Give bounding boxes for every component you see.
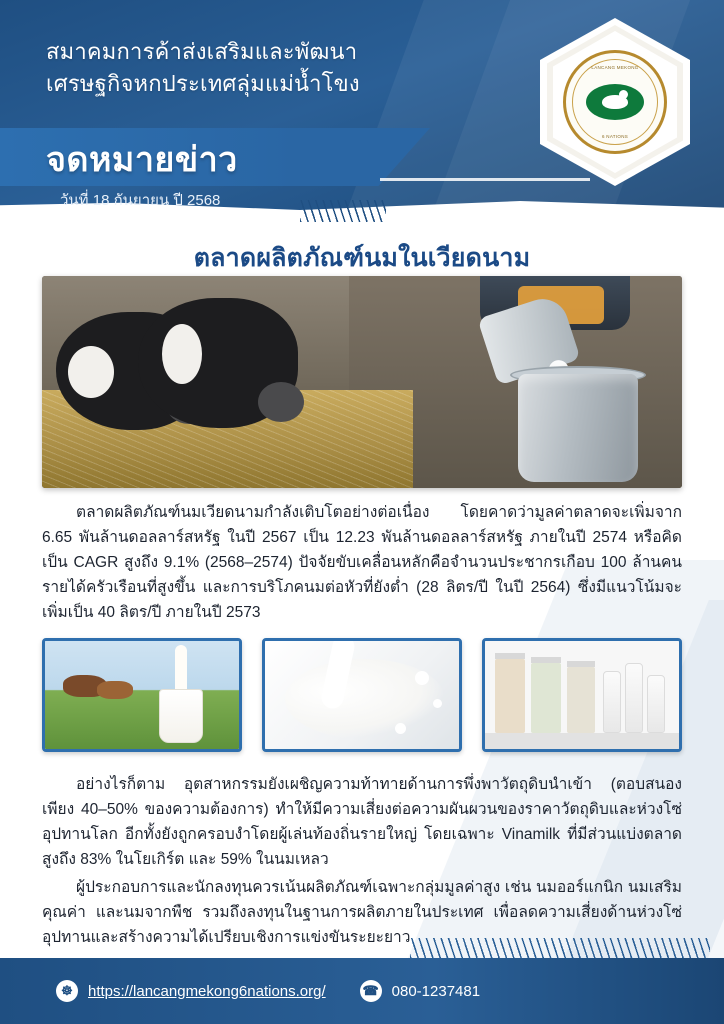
thumb3-carton-almond	[495, 659, 525, 733]
logo-seal-circle	[563, 50, 667, 154]
logo-emblem-oval	[586, 84, 644, 120]
thumb3-carton-oat	[567, 667, 595, 733]
hatch-decoration	[300, 200, 386, 222]
newsletter-title: จดหมายข่าว	[46, 141, 238, 179]
hero-cow-2	[138, 298, 298, 428]
article-paragraph-3-text: ผู้ประกอบการและนักลงทุนควรเน้นผลิตภัณฑ์เฉพาะกลุ่มมูลค่าสูง เช่น นมออร์แกนิก นมเสริมคุณค่า และนมจากพืช รวมถึงลงทุนในฐานการผลิตภายในประเทศ เพื่อลดความเสี่ยงด้านห่วงโซ่อุปทานและสร้างความได้เปรียบเชิงการแข่งขันระยะยาว	[42, 879, 682, 947]
image-gallery	[42, 638, 682, 758]
article-paragraph-1-text: ตลาดผลิตภัณฑ์นมเวียดนามกำลังเติบโตอย่างต่อเนื่อง โดยคาดว่ามูลค่าตลาดจะเพิ่มจาก 6.65 พันล้านดอลลาร์สหรัฐ ในปี 2567 เป็น 12.23 พันล้านดอลลาร์สหรัฐ ภายในปี 2574 หรือคิดเป็น CAGR สูงถึง 9.1% (2568–2574) ปัจจัยขับเคลื่อนหลักคือจำนวนประชากรเกือบ 100 ล้านคน รายได้ครัวเรือนที่สูงขึ้น และการบริโภคนมต่อหัวที่ยังต่ำ (28 ลิตร/ปี ในปี 2564) ซึ่งมีแนวโน้มจะเพิ่มเป็น 40 ลิตร/ปี ภายในปี 2573	[42, 504, 682, 622]
banner-rule	[380, 178, 590, 181]
organization-title	[46, 36, 516, 100]
thumb1-milk-glass	[159, 689, 203, 743]
article-title: ตลาดผลิตภัณฑ์นมในเวียดนาม	[193, 244, 531, 272]
thumbnail-cows-and-milk-glass	[42, 638, 242, 752]
thumb3-bottle-1	[603, 671, 621, 733]
logo-bird-icon	[602, 95, 628, 109]
article-paragraph-2	[42, 772, 682, 872]
website-link[interactable]: https://lancangmekong6nations.org/	[88, 982, 326, 1000]
newsletter-date: วันที่ 18 กันยายน ปี 2568	[60, 192, 221, 209]
organization-title-line2: เศรษฐกิจหกประเทศลุ่มแม่น้ำโขง	[46, 70, 360, 96]
thumb3-bottle-3	[647, 675, 665, 733]
article-paragraph-1	[42, 500, 682, 626]
organization-title-line1: สมาคมการค้าส่งเสริมและพัฒนา	[46, 39, 358, 64]
phone-icon: ☎	[360, 980, 382, 1002]
thumb1-milk-pour	[175, 645, 187, 695]
thumb3-carton-soy	[531, 663, 561, 733]
thumb3-bottle-2	[625, 663, 643, 733]
association-logo	[540, 18, 690, 186]
thumbnail-dairy-products-shelf	[482, 638, 682, 752]
thumb3-carton-cap	[495, 653, 525, 659]
hero-image	[42, 276, 682, 488]
thumb3-shelf	[485, 733, 679, 749]
phone-number: 080-1237481	[391, 982, 481, 1000]
page-footer	[0, 958, 724, 1024]
thumb2-droplet-2	[433, 699, 442, 708]
globe-icon: ☸	[56, 980, 78, 1002]
thumb1-cow-2	[97, 681, 133, 699]
thumb2-droplet-1	[415, 671, 429, 685]
thumb2-droplet-3	[395, 723, 406, 734]
article-paragraph-2-text: อย่างไรก็ตาม อุตสาหกรรมยังเผชิญความท้าทายด้านการพึ่งพาวัตถุดิบนำเข้า (ตอบสนองเพียง 40–50% ของความต้องการ) ทำให้มีความเสี่ยงต่อความผันผวนของราคาวัตถุดิบและห่วงโซ่อุปทานโลก อีกทั้งยังถูกครอบงำโดยผู้เล่นท้องถิ่นรายใหญ่ โดยเฉพาะ Vinamilk ที่มีส่วนแบ่งตลาดสูงถึง 83% ในโยเกิร์ต และ 59% ในนมเหลว	[42, 776, 682, 869]
thumb3-carton-cap	[531, 657, 561, 663]
footer-phone	[360, 980, 480, 1002]
logo-seal-top-text: LANCANG MEKONG	[591, 65, 639, 70]
logo-seal-bottom-text: 6 NATIONS	[601, 134, 629, 139]
thumbnail-milk-splash	[262, 638, 462, 752]
thumb3-carton-cap	[567, 661, 595, 667]
hero-cow-1-patch	[68, 346, 114, 398]
logo-seal-ring	[572, 59, 658, 145]
hero-milk-bucket	[518, 374, 638, 482]
footer-hatch-decoration	[410, 938, 710, 958]
hero-cow-2-muzzle	[258, 382, 304, 422]
hero-cow-2-patch	[162, 324, 202, 384]
footer-website[interactable]	[56, 980, 326, 1002]
